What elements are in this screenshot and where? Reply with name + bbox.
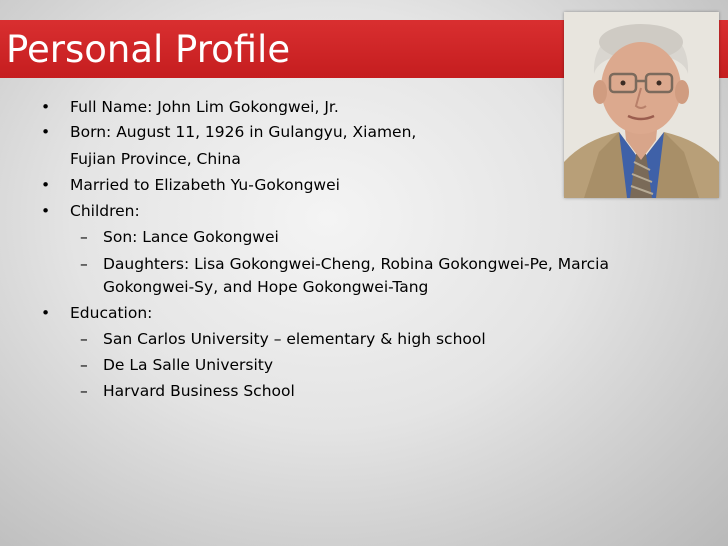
sub-bullet-edu-de-la-salle: De La Salle University <box>103 356 274 374</box>
sub-bullet-daughters: Daughters: Lisa Gokongwei-Cheng, Robina Gokongwei-Pe, Marcia <box>103 255 609 273</box>
bullet-marker: • <box>41 98 51 116</box>
bullet-full-name: Full Name: John Lim Gokongwei, Jr. <box>70 98 339 116</box>
bullet-marker: • <box>41 123 51 141</box>
sub-bullet-son: Son: Lance Gokongwei <box>103 228 279 246</box>
bullet-marker: • <box>41 202 51 220</box>
dash-marker: – <box>80 330 88 348</box>
sub-bullet-edu-san-carlos: San Carlos University – elementary & high school <box>103 330 486 348</box>
dash-marker: – <box>80 382 88 400</box>
dash-marker: – <box>80 228 88 246</box>
dash-marker: – <box>80 255 88 273</box>
dash-marker: – <box>80 356 88 374</box>
sub-bullet-edu-harvard: Harvard Business School <box>103 382 295 400</box>
slide-title: Personal Profile <box>6 28 291 71</box>
bullet-born: Born: August 11, 1926 in Gulangyu, Xiamen, <box>70 123 417 141</box>
bullet-born-continued: Fujian Province, China <box>70 150 241 168</box>
bullet-children: Children: <box>70 202 140 220</box>
sub-bullet-daughters-continued: Gokongwei-Sy, and Hope Gokongwei-Tang <box>103 278 429 296</box>
bullet-marker: • <box>41 304 51 322</box>
bullet-married: Married to Elizabeth Yu-Gokongwei <box>70 176 340 194</box>
bullet-education: Education: <box>70 304 153 322</box>
bullet-marker: • <box>41 176 51 194</box>
